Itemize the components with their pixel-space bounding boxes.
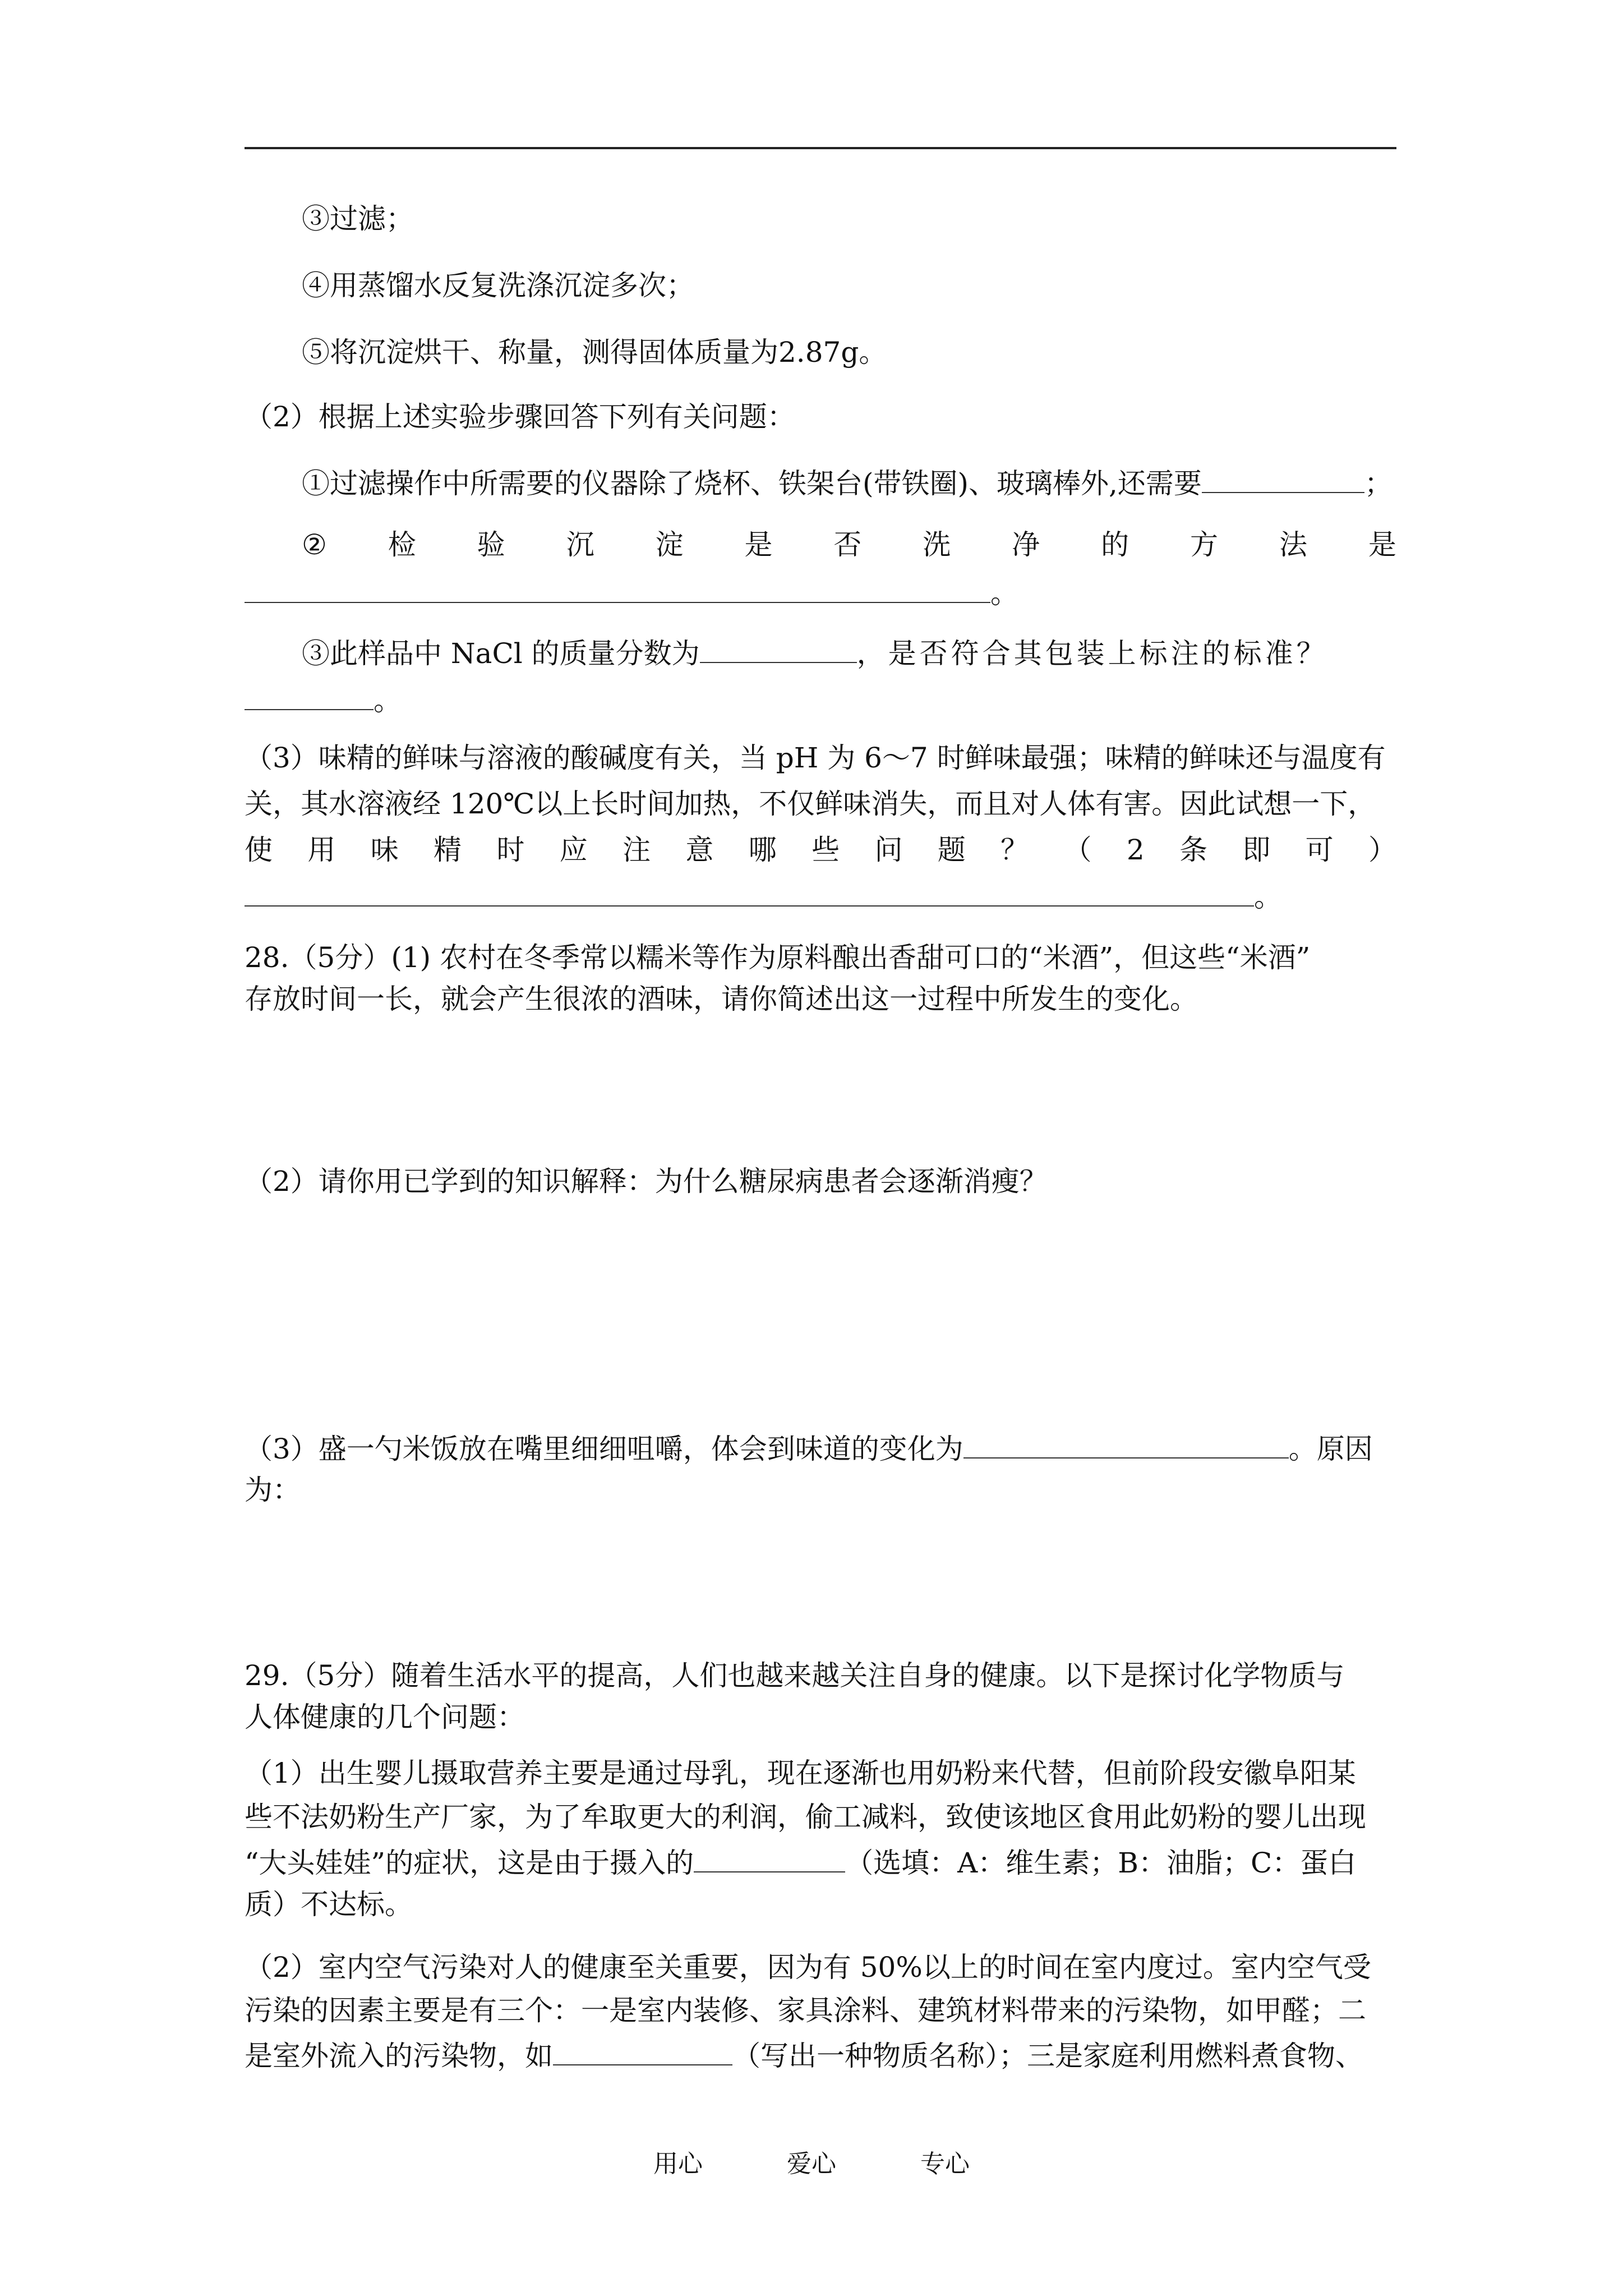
question-2-b-end: 。 bbox=[990, 577, 1018, 610]
question-2-c-end: 。 bbox=[374, 684, 402, 717]
step-5: ⑤将沉淀烘干、称量，测得固体质量为2.87g。 bbox=[302, 336, 887, 369]
question-3-end: 。 bbox=[1254, 881, 1282, 913]
q2b-char: 是 bbox=[744, 528, 773, 561]
question-28-line2: 存放时间一长，就会产生很浓的酒味，请你简述出这一过程中所发生的变化。 bbox=[245, 983, 1198, 1015]
q3-char: 问 bbox=[874, 834, 903, 866]
question-28-3-line2: 为： bbox=[245, 1474, 301, 1506]
answer-blank-apparatus[interactable] bbox=[1202, 464, 1364, 493]
q2b-char: 是 bbox=[1368, 528, 1396, 561]
step-4: ④用蒸馏水反复洗涤沉淀多次； bbox=[302, 269, 694, 302]
question-29-line1: 29.（5分）随着生活水平的提高，人们也越来越关注自身的健康。以下是探讨化学物质与 bbox=[245, 1659, 1345, 1692]
q3-char: 使 bbox=[245, 834, 273, 866]
question-2-intro: （2）根据上述实验步骤回答下列有关问题： bbox=[245, 401, 795, 433]
q2b-char: 沉 bbox=[566, 528, 594, 561]
q3-char: 应 bbox=[559, 834, 588, 866]
q3-char: （ bbox=[1063, 834, 1092, 866]
q2b-char: 淀 bbox=[655, 528, 684, 561]
q3-char: 味 bbox=[370, 834, 399, 866]
answer-blank-nutrient[interactable] bbox=[694, 1843, 845, 1872]
footer-word: 用心 bbox=[653, 2150, 703, 2178]
q2b-char: 验 bbox=[477, 528, 505, 561]
question-2-a-end: ； bbox=[1364, 467, 1393, 500]
answer-blank-msg-usage[interactable] bbox=[245, 877, 1254, 907]
question-28-line1: 28.（5分）(1) 农村在冬季常以糯米等作为原料酿出香甜可口的“米酒”，但这些“米酒” bbox=[245, 941, 1311, 974]
q2b-char: 洗 bbox=[923, 528, 951, 561]
answer-blank-wash-check[interactable] bbox=[245, 574, 990, 603]
answer-blank-standard[interactable] bbox=[245, 681, 374, 710]
question-3-line1: （3）味精的鲜味与溶液的酸碱度有关，当 pH 为 6～7 时鲜味最强；味精的鲜味还与温度有 bbox=[245, 742, 1386, 774]
question-29-1-line4: 质）不达标。 bbox=[245, 1888, 413, 1921]
question-29-1-line2: 些不法奶粉生产厂家，为了牟取更大的利润，偷工减料，致使该地区食用此奶粉的婴儿出现 bbox=[245, 1801, 1366, 1833]
q3-char: 可 bbox=[1305, 834, 1334, 866]
question-29-1-line1: （1）出生婴儿摄取营养主要是通过母乳，现在逐渐也用奶粉来代替，但前阶段安徽阜阳某 bbox=[245, 1757, 1356, 1789]
question-2-a-text: ①过滤操作中所需要的仪器除了烧杯、铁架台(带铁圈)、玻璃棒外,还需要 bbox=[302, 467, 1202, 500]
q3-char: 些 bbox=[811, 834, 840, 866]
q3-char: 即 bbox=[1242, 834, 1271, 866]
question-29-2-line1: （2）室内空气污染对人的健康至关重要，因为有 50%以上的时间在室内度过。室内空气受 bbox=[245, 1951, 1371, 1984]
q3-char: ？ bbox=[1000, 834, 1029, 866]
question-3-answer bbox=[245, 877, 1396, 914]
q2b-char: 否 bbox=[833, 528, 862, 561]
q3-char: 精 bbox=[434, 834, 462, 866]
q2b-char: 的 bbox=[1101, 528, 1129, 561]
q3-char: 2 bbox=[1126, 834, 1145, 866]
answer-blank-pollutant[interactable] bbox=[553, 2036, 732, 2065]
question-2-b-answer bbox=[245, 574, 1396, 611]
q3-char: 条 bbox=[1179, 834, 1207, 866]
question-29-line2: 人体健康的几个问题： bbox=[245, 1701, 525, 1733]
q2b-char: ② bbox=[302, 528, 327, 561]
q3-char: ） bbox=[1368, 834, 1396, 866]
q3-char: 用 bbox=[307, 834, 336, 866]
question-28-3-text: （3）盛一勺米饭放在嘴里细细咀嚼，体会到味道的变化为 bbox=[245, 1433, 963, 1465]
question-29-2-line2: 污染的因素主要是有三个：一是室内装修、家具涂料、建筑材料带来的污染物，如甲醛；二 bbox=[245, 1994, 1366, 2027]
question-3-line2: 关，其水溶液经 120℃以上长时间加热，不仅鲜味消失，而且对人体有害。因此试想一下， bbox=[245, 788, 1376, 820]
q2b-char: 法 bbox=[1279, 528, 1307, 561]
q3-char: 意 bbox=[685, 834, 714, 866]
q3-char: 题 bbox=[937, 834, 966, 866]
question-29-1-line3-text: “大头娃娃”的症状，这是由于摄入的 bbox=[245, 1847, 694, 1879]
question-28-3 bbox=[245, 1429, 1396, 1466]
question-28-2: （2）请你用已学到的知识解释：为什么糖尿病患者会逐渐消瘦？ bbox=[245, 1165, 1048, 1198]
step-3: ③过滤； bbox=[302, 203, 414, 235]
q3-char: 注 bbox=[623, 834, 651, 866]
question-29-2-line3-end: （写出一种物质名称）；三是家庭利用燃料煮食物、 bbox=[732, 2040, 1363, 2072]
question-2-c-text2: ，是否符合其包装上标注的标准？ bbox=[856, 637, 1328, 670]
q3-char: 哪 bbox=[748, 834, 777, 866]
question-2-b-spread bbox=[302, 527, 1396, 562]
question-29-2-line3-text: 是室外流入的污染物，如 bbox=[245, 2040, 553, 2072]
question-3-line3 bbox=[245, 832, 1396, 867]
page-footer bbox=[0, 2148, 1623, 2180]
question-2-c-answer bbox=[245, 681, 1396, 718]
q2b-char: 方 bbox=[1190, 528, 1219, 561]
question-28-3-end: 。原因 bbox=[1288, 1433, 1373, 1465]
q2b-char: 检 bbox=[388, 528, 416, 561]
q3-char: 时 bbox=[496, 834, 525, 866]
question-2-c-text1: ③此样品中 NaCl 的质量分数为 bbox=[302, 637, 700, 670]
question-29-1-line3 bbox=[245, 1843, 1396, 1880]
answer-blank-mass-fraction[interactable] bbox=[700, 634, 857, 663]
footer-word: 专心 bbox=[920, 2150, 970, 2178]
question-2-a bbox=[302, 464, 1396, 501]
question-2-c bbox=[302, 634, 1396, 671]
header-rule bbox=[245, 147, 1396, 149]
footer-word: 爱心 bbox=[787, 2150, 836, 2178]
question-2-b-row bbox=[0, 527, 1623, 562]
q2b-char: 净 bbox=[1012, 528, 1040, 561]
question-29-1-line3-end: （选填：A：维生素；B：油脂；C：蛋白 bbox=[845, 1847, 1357, 1879]
question-29-2-line3 bbox=[245, 2036, 1396, 2073]
answer-blank-taste-change[interactable] bbox=[963, 1429, 1289, 1458]
